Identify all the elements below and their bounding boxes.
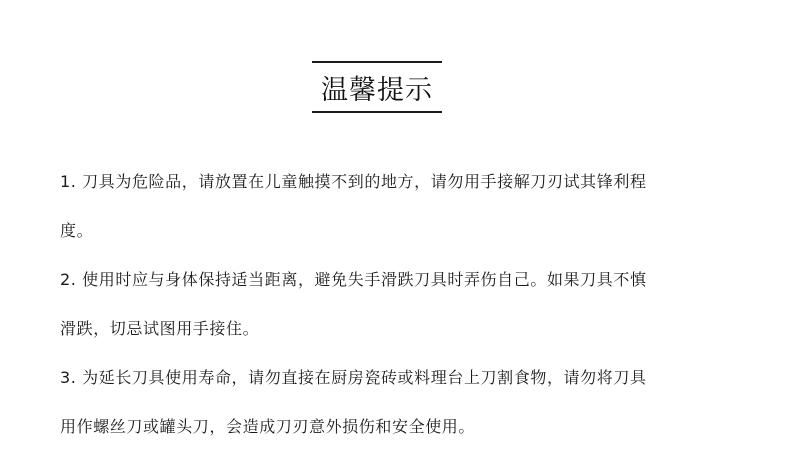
notice-line-3: 2. 使用时应与身体保持适当距离，避免失手滑跌刀具时弄伤自己。如果刀具不慎: [60, 270, 647, 289]
notice-line-1: 1. 刀具为危险品，请放置在儿童触摸不到的地方，请勿用手接解刀刃试其锋利程: [60, 172, 647, 191]
page-title: 温馨提示: [321, 74, 433, 106]
notice-line-2: 度。: [60, 221, 94, 240]
notice-line-6: 用作螺丝刀或罐头刀，会造成刀刃意外损伤和安全使用。: [60, 417, 476, 436]
notice-line-5: 3. 为延长刀具使用寿命，请勿直接在厨房瓷砖或料理台上刀割食物，请勿将刀具: [60, 368, 647, 387]
title-frame: [312, 61, 442, 113]
notice-line-4: 滑跌，切忌试图用手接住。: [60, 319, 260, 338]
notice-body: [60, 166, 740, 460]
